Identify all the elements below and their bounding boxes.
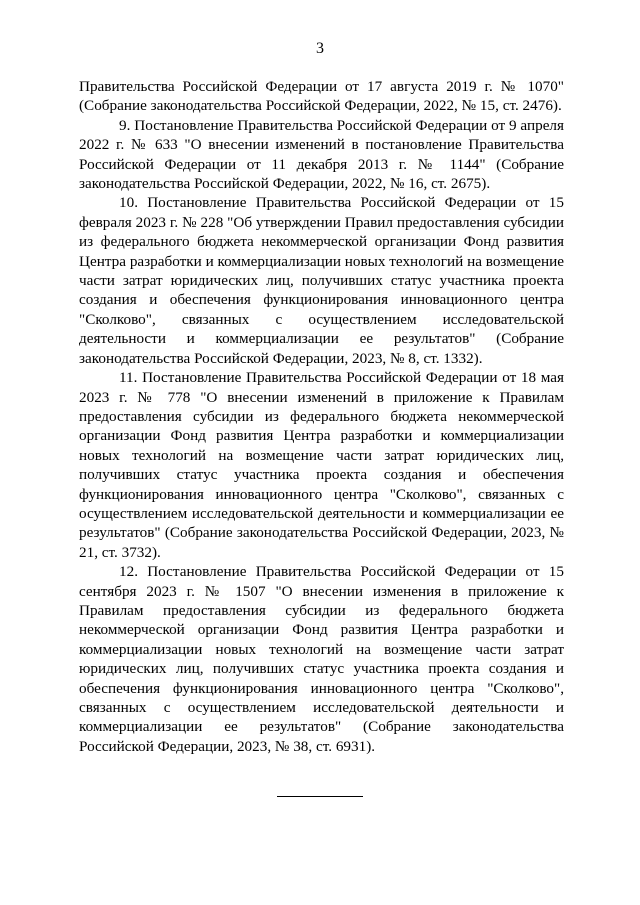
paragraph-item-12: 12. Постановление Правительства Российской Федерации от 15 сентября 2023 г. № 1507 "О внесении изменения в приложение к Правилам предоставления субсидии из федерального бюджета некоммерческой организации Фонд развития Центра разработки и коммерциализации новых технологий на возмещение части затрат юридических лиц, получивших статус участника проекта создания и обеспечения функционирования инновационного центра "Сколково", связанных с осуществлением исследовательской деятельности и коммерциализации ее результатов" (Собрание законодательства Российской Федерации, 2023, № 38, ст. 6931). — [79, 563, 564, 755]
end-of-document-rule — [277, 796, 363, 797]
paragraph-continuation: Правительства Российской Федерации от 17 августа 2019 г. № 1070" (Собрание законодательства Российской Федерации, 2022, № 15, ст. 2476). — [79, 78, 564, 115]
document-body — [79, 77, 564, 756]
paragraph-item-9: 9. Постановление Правительства Российской Федерации от 9 апреля 2022 г. № 633 "О внесении изменений в постановление Правительства Российской Федерации от 11 декабря 2013 г. № 1144" (Собрание законодательства Российской Федерации, 2022, № 16, ст. 2675). — [79, 116, 564, 193]
paragraph-item-11: 11. Постановление Правительства Российской Федерации от 18 мая 2023 г. № 778 "О внесении изменений в приложение к Правилам предоставления субсидии из федерального бюджета некоммерческой организации Фонд развития Центра разработки и коммерциализации новых технологий на возмещение части затрат юридических лиц, получивших статус участника проекта создания и обеспечения функционирования инновационного центра "Сколково", связанных с осуществлением исследовательской деятельности и коммерциализации ее результатов" (Собрание законодательства Российской Федерации, 2023, № 21, ст. 3732). — [79, 369, 564, 561]
page-number: 3 — [316, 40, 324, 57]
paragraph-item-10: 10. Постановление Правительства Российской Федерации от 15 февраля 2023 г. № 228 "Об утверждении Правил предоставления субсидии из федерального бюджета некоммерческой организации Фонд развития Центра разработки и коммерциализации новых технологий на возмещение части затрат юридических лиц, получивших статус участника проекта создания и обеспечения функционирования инновационного центра "Сколково", связанных с осуществлением исследовательской деятельности и коммерциализации ее результатов" (Собрание законодательства Российской Федерации, 2023, № 8, ст. 1332). — [79, 194, 564, 367]
